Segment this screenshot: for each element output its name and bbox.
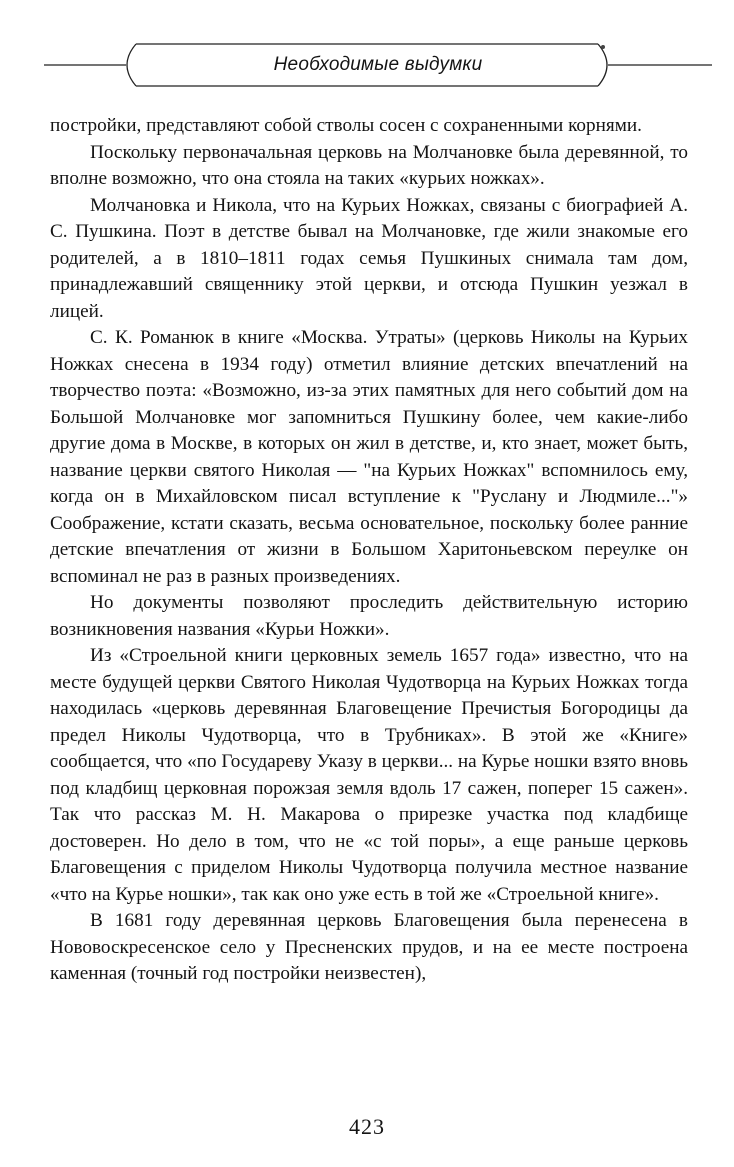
page-number: 423	[349, 1114, 385, 1139]
running-header	[44, 41, 712, 89]
paragraph: Но документы позволяют проследить действительную историю возникновения названия «Курьи Ножки».	[50, 592, 688, 640]
body-text	[50, 113, 688, 988]
header-title: Необходимые выдумки	[273, 54, 483, 75]
paragraph: С. К. Романюк в книге «Москва. Утраты» (церковь Николы на Курьих Ножках снесена в 1934 году) отметил влияние детских впечатлений на творчество поэта: «Возможно, из-за этих памятных для него событий дом на Большой Молчановке мог запомниться Пушкину более, чем какие-либо другие дома в Москве, в которых он жил в детстве, и, кто знает, может быть, название церкви святого Николая — "на Курьих Ножках" вспомнилось ему, когда он в Михайловском писал вступление к "Руслану и Людмиле..."» Соображение, кстати сказать, весьма основательное, поскольку более ранние детские впечатления от жизни в Большом Харитоньевском переулке он вспоминал не раз в разных произведениях.	[50, 327, 688, 587]
paragraph: В 1681 году деревянная церковь Благовещения была перенесена в Нововоскресенское село у Пресненских прудов, и на ее месте построена каменная (точный год постройки неизвестен),	[50, 910, 688, 984]
paragraph: Молчановка и Никола, что на Курьих Ножках, связаны с биографией А. С. Пушкина. Поэт в детстве бывал на Молчановке, где жили знакомые его родителей, а в 1810–1811 годах семья Пушкиных снимала там дом, принадлежавший священнику этой церкви, и отсюда Пушкин уезжал в лицей.	[50, 194, 688, 322]
paragraph: Поскольку первоначальная церковь на Молчановке была деревянной, то вполне возможно, что она стояла на таких «курьих ножках».	[50, 141, 688, 189]
print-speck	[601, 45, 605, 49]
paragraph-continued: постройки, представляют собой стволы сосен с сохраненными корнями.	[50, 115, 642, 136]
paragraph: Из «Строельной книги церковных земель 1657 года» известно, что на месте будущей церкви Святого Николая Чудотворца на Курьих Ножках тогда находилась «церковь деревянная Благовещение Пречистыя Богородицы да предел Николы Чудотворца, что в Трубниках». В этой же «Книге» сообщается, что «по Государеву Указу в церкви... на Курье ношки взято вновь под кладбищ церковная порожзая земля вдоль 17 сажен, поперег 15 сажен». Так что рассказ М. Н. Макарова о прирезке участка под кладбище достоверен. Но дело в том, что не «с той поры», а еще раньше церковь Благовещения с приделом Николы Чудотворца получила местное название «что на Курье ношки», так как оно уже есть в той же «Строельной книге».	[50, 645, 688, 905]
